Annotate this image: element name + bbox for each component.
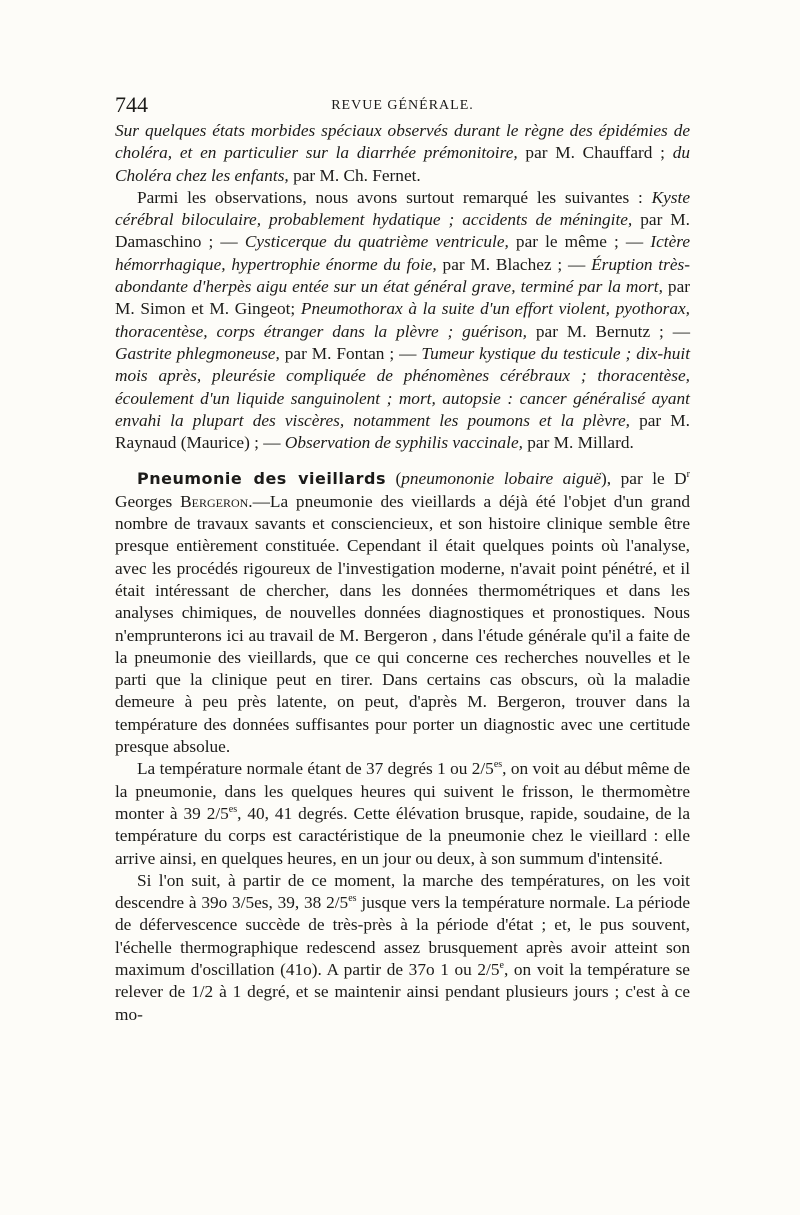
paragraph-cholera-works: Sur quelques états morbides spéciaux observés durant le règne des épidémies de choléra, et en particulier sur la diarrhée prémonitoire, par M. Chauffard ; du Choléra chez les enfants, par M. Ch. Fernet. (115, 121, 690, 185)
author-name: Bergeron (180, 491, 249, 511)
page (115, 90, 690, 1026)
title-cholera-enfants: du Choléra chez les enfants, (115, 143, 690, 185)
title-etats-morbides: Sur quelques états morbides spéciaux observés durant le règne des épidémies de choléra, et en particulier sur la diarrhée prémonitoire, (115, 121, 690, 163)
page-number: 744 (115, 92, 148, 117)
section-heading: Pneumonie des vieillards (137, 469, 386, 489)
paragraph-pneumonie-intro: Pneumonie des vieillards (pneumononie lobaire aiguë), par le $D^r$ Georges Bergeron.—La pneumonie des vieillards a déjà été l'objet d'un grand nombre de travaux savants et consciencieux, et son histoire clinique semble être presque entièrement constituée. Cependant il était quelques points où l'analyse, avec les procédés rigoureux de l'investigation moderne, n'avait point pénétré, et il était intéressant de chercher, dans les données thermométriques et dans les analyses chimiques, de nouvelles données diagnostiques et pronostiques. Nous n'emprunterons ici au travail de M. Bergeron , dans l'étude générale qu'il a faite de la pneumonie des vieillards, que ce qui concerne ces recherches nouvelles et le parti que la clinique peut en tirer. Dans certains cas obscurs, où la maladie demeure à peu près latente, on peut, d'après M. Bergeron, trouver dans la température des données suffisantes pour porter un diagnostic avec une certitude presque absolue. (115, 469, 691, 757)
paragraph-marche-temperatures: Si l'on suit, à partir de ce moment, la marche des températures, on les voit descendre à 39o 3/5es, 39, 38 $2/5^{es}$ jusque vers la température normale. La période de défervescence succède de très-près à la période d'état ; et, le pus souvent, l'échelle thermographique redescend assez brusquement après avoir atteint son maximum d'oscillation (41o). A partir de 37o 1 ou 2/5e, on voit la température se relever de 1/2 à 1 degré, et se maintenir ainsi pendant plusieurs jours ; c'est à ce mo- (115, 870, 690, 1024)
paragraph-temperature-normale: La température normale étant de 37 degrés 1 ou $2/5^{es}$, on voit au début même de la pneumonie, dans les quelques heures qui suivent le frisson, le thermomètre monter à 39 $2/5^{es}$, 40, 41 degrés. Cette élévation brusque, rapide, soudaine, de la température du corps est caractéristique de la pneumonie chez le vieillard : elle arrive ainsi, en quelques heures, en un jour ou deux, à son summum d'intensité. (115, 759, 690, 868)
page-header (115, 90, 690, 120)
section-gap (115, 454, 690, 468)
paragraph-observations: Parmi les observations, nous avons surtout remarqué les suivantes : Kyste cérébral biloculaire, probablement hydatique ; accidents de méningite, par M. Damaschino ; — Cysticerque du quatrième ventricule, par le même ; — Ictère hémorrhagique, hypertrophie énorme du foie, par M. Blachez ; — Éruption très-abondante d'herpès aigu entée sur un état général grave, terminé par la mort, par M. Simon et M. Gingeot; Pneumothorax à la suite d'un effort violent, pyothorax, thoracentèse, corps étranger dans la plèvre ; guérison, par M. Bernutz ; — Gastrite phlegmoneuse, par M. Fontan ; — Tumeur kystique du testicule ; dix-huit mois après, pleurésie compliquée de phénomènes cérébraux ; thoracentèse, écoulement d'un liquide sanguinolent ; mort, autopsie : cancer généralisé ayant envahi la plupart des viscères, notamment les poumons et la plèvre, par M. Raynaud (Maurice) ; — Observation de syphilis vaccinale, par M. Millard. (115, 187, 691, 453)
running-title: REVUE GÉNÉRALE. (331, 98, 474, 113)
